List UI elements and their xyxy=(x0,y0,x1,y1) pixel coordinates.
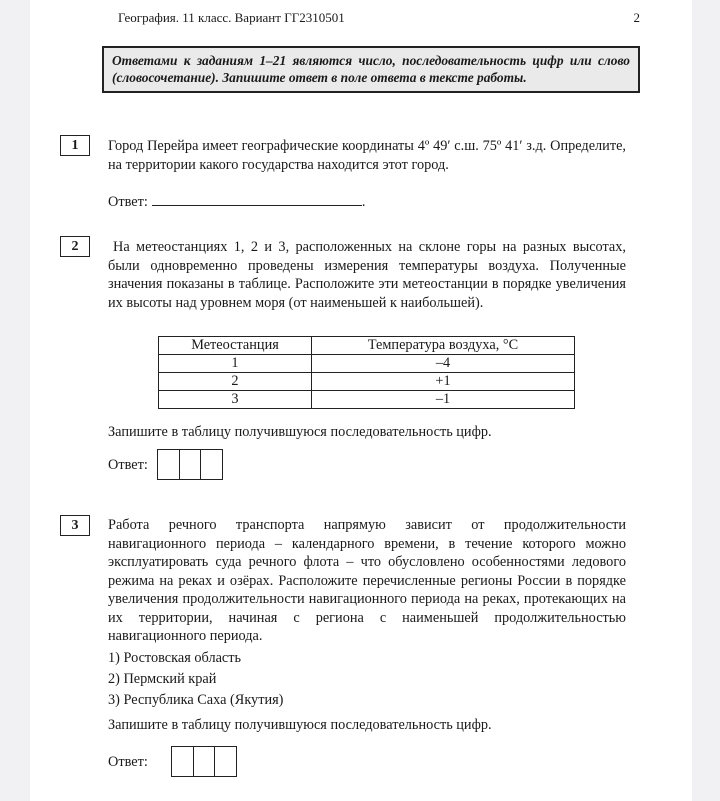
question-2-answer-label: Ответ: xyxy=(108,457,148,473)
answer-cell[interactable] xyxy=(193,746,216,777)
instructions-box: Ответами к заданиям 1–21 являются число, последовательность цифр или слово (словосочетание). Запишите ответ в поле ответа в тексте работы. xyxy=(102,46,640,93)
answer-cell[interactable] xyxy=(200,449,223,480)
list-item: 2) Пермский край xyxy=(108,671,217,687)
question-1-text: Город Перейра имеет географические координаты 4º 49′ с.ш. 75º 41′ з.д. Определите, на территории какого государства находится этот город. xyxy=(108,138,626,173)
list-item: 3) Республика Саха (Якутия) xyxy=(108,692,284,708)
page-header: География. 11 класс. Вариант ГГ2310501 xyxy=(118,10,345,25)
answer-cell[interactable] xyxy=(214,746,237,777)
answer-input-line[interactable] xyxy=(152,191,362,206)
column-header-temperature: Температура воздуха, °С xyxy=(312,337,575,355)
question-1-number: 1 xyxy=(60,135,90,156)
question-3-answer-cells xyxy=(171,746,236,777)
station-cell: 1 xyxy=(159,355,312,373)
answer-cell[interactable] xyxy=(171,746,194,777)
answer-cell[interactable] xyxy=(179,449,202,480)
table-row xyxy=(159,391,575,409)
column-header-station: Метеостанция xyxy=(159,337,312,355)
table-row xyxy=(159,373,575,391)
question-2-text: На метеостанциях 1, 2 и 3, расположенных на склоне горы на разных высотах, были одновременно проведены измерения температуры воздуха. Полученные значения показаны в таблице. Расположите эти метеостанции в порядке увеличения их высоты над уровнем моря (от наименьшей к наибольшей). xyxy=(108,239,626,311)
question-3-instruction: Запишите в таблицу получившуюся последовательность цифр. xyxy=(108,717,492,733)
table-row xyxy=(159,355,575,373)
question-1-answer xyxy=(108,191,365,211)
temperature-cell: –1 xyxy=(312,391,575,409)
table-header-row xyxy=(159,337,575,355)
question-2-answer-cells xyxy=(157,449,222,480)
station-cell: 2 xyxy=(159,373,312,391)
answer-cell[interactable] xyxy=(157,449,180,480)
question-3-text: Работа речного транспорта напрямую зависит от продолжительности навигационного периода – календарного времени, в течение которого можно эксплуатировать суда речного флота – что обусловлено особенностями ледового режима на реках и озёрах. Расположите перечисленные регионы России в порядке увеличения продолжительности навигационного периода на реках, протекающих на их территории, начиная с региона с наименьшей продолжительностью навигационного периода. xyxy=(108,517,626,644)
answer-period: . xyxy=(361,194,366,210)
region-list xyxy=(108,650,283,713)
exam-page xyxy=(30,0,692,801)
question-3-number: 3 xyxy=(60,515,90,536)
list-item: 1) Ростовская область xyxy=(108,650,242,666)
question-3-answer-label: Ответ: xyxy=(108,754,148,770)
temperature-cell: –4 xyxy=(312,355,575,373)
station-cell: 3 xyxy=(159,391,312,409)
question-2-number: 2 xyxy=(60,236,90,257)
page-number: 2 xyxy=(633,10,640,25)
question-2-instruction: Запишите в таблицу получившуюся последовательность цифр. xyxy=(108,424,492,440)
temperature-table xyxy=(158,336,575,409)
temperature-cell: +1 xyxy=(312,373,575,391)
answer-label: Ответ: xyxy=(108,194,148,210)
